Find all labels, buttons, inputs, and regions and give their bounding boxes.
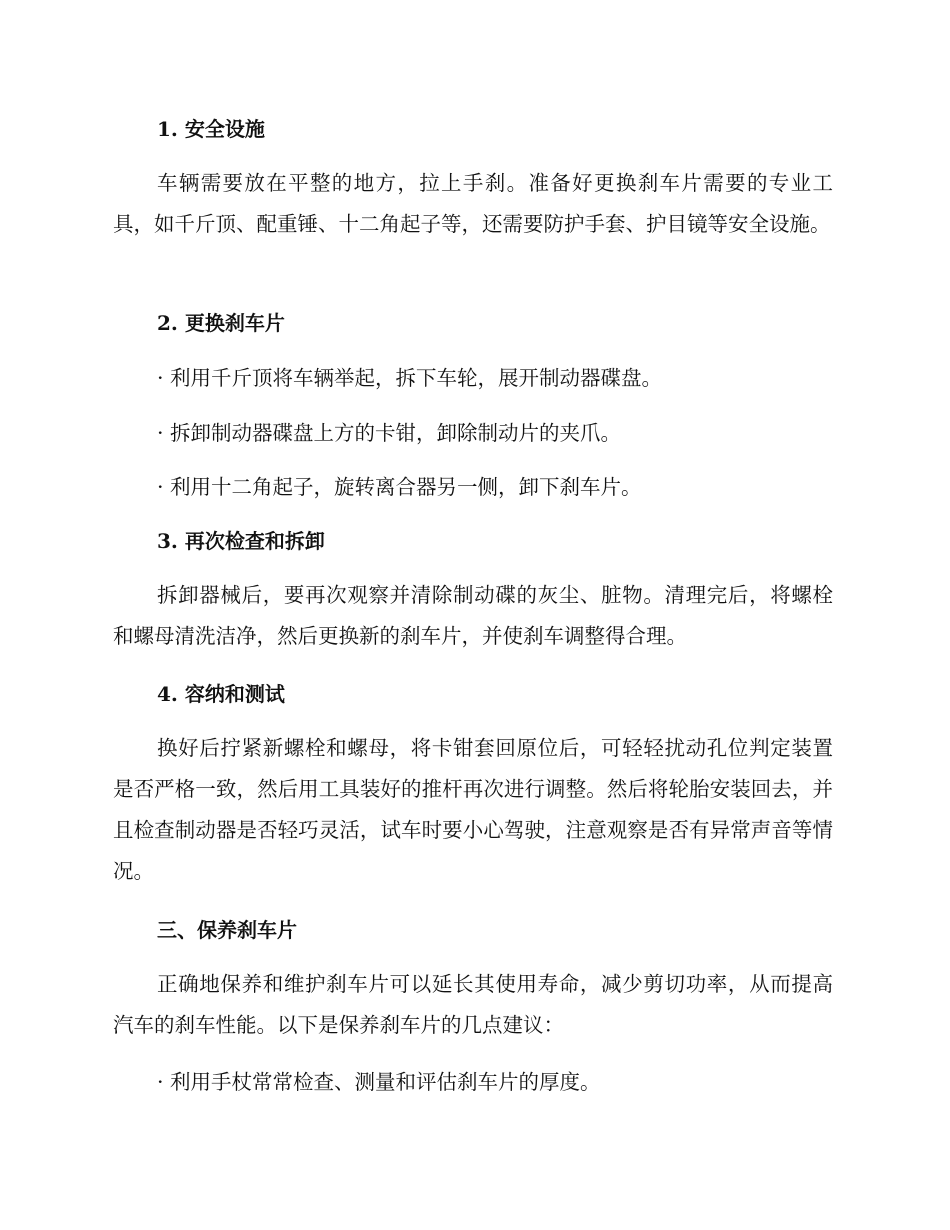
section-heading-safety: 1. 安全设施 <box>157 117 265 141</box>
paragraph-recheck: 拆卸器械后，要再次观察并清除制动碟的灰尘、脏物。清理完后，将螺栓和螺母清洗洁净，然后更换新的刹车片，并使刹车调整得合理。 <box>113 583 833 648</box>
section-heading-recheck: 3. 再次检查和拆卸 <box>157 529 325 553</box>
bullet-item: · 拆卸制动器碟盘上方的卡钳，卸除制动片的夹爪。 <box>157 421 622 445</box>
bullet-item: · 利用千斤顶将车辆举起，拆下车轮，展开制动器碟盘。 <box>157 366 663 390</box>
paragraph-test: 换好后拧紧新螺栓和螺母，将卡钳套回原位后，可轻轻扰动孔位判定装置是否严格一致，然后用工具装好的推杆再次进行调整。然后将轮胎安装回去，并且检查制动器是否轻巧灵活，试车时要小心驾驶，注意观察是否有异常声音等情况。 <box>113 736 833 883</box>
bullet-item: · 利用手杖常常检查、测量和评估刹车片的厚度。 <box>157 1070 601 1094</box>
paragraph-maintenance: 正确地保养和维护刹车片可以延长其使用寿命，减少剪切功率，从而提高汽车的刹车性能。以下是保养刹车片的几点建议： <box>113 972 833 1037</box>
section-heading-maintenance: 三、保养刹车片 <box>157 918 297 942</box>
section-heading-test: 4. 容纳和测试 <box>157 682 285 706</box>
bullet-item: · 利用十二角起子，旋转离合器另一侧，卸下刹车片。 <box>157 475 642 499</box>
section-heading-replace-pads: 2. 更换刹车片 <box>157 311 285 335</box>
paragraph-safety: 车辆需要放在平整的地方，拉上手刹。准备好更换刹车片需要的专业工具，如千斤顶、配重锤、十二角起子等，还需要防护手套、护目镜等安全设施。 <box>113 171 833 236</box>
